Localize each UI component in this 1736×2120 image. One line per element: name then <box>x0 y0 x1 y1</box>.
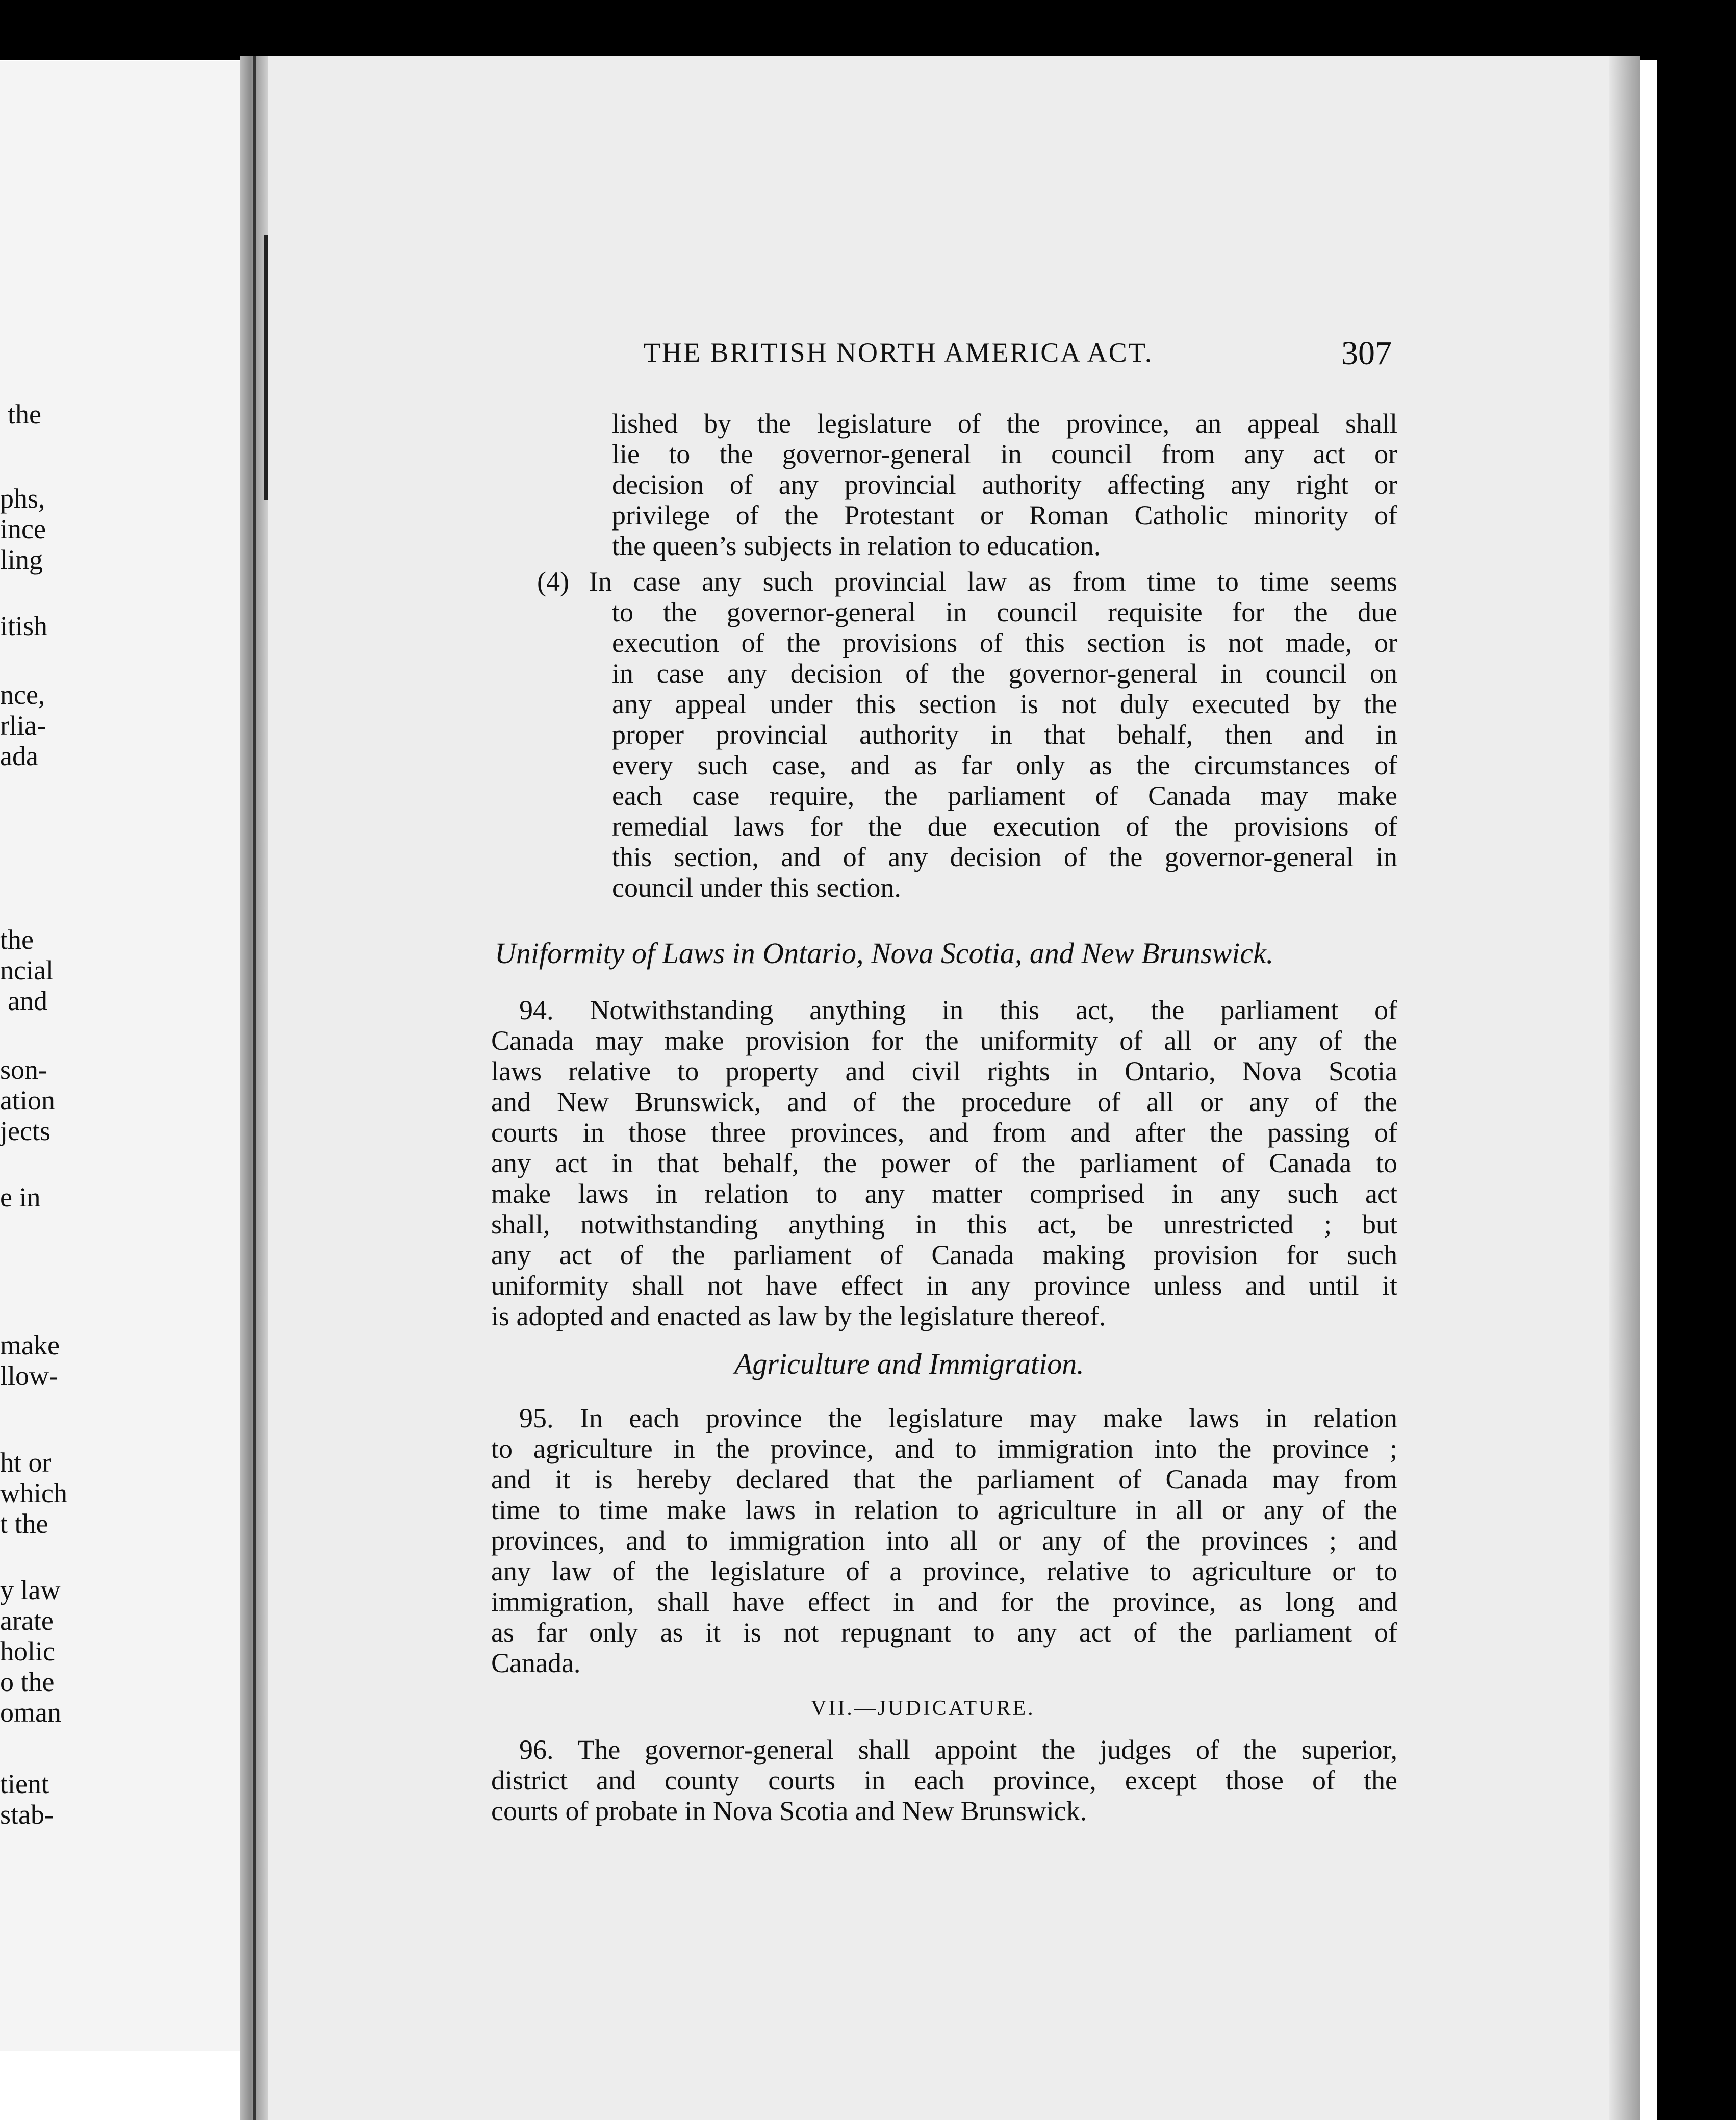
left-fragment: llow- <box>0 1360 58 1391</box>
left-fragment: holic <box>0 1636 55 1667</box>
text-line: provinces, and to immigration into all or any of the provinces ; and <box>491 1525 1397 1556</box>
left-fragment: itish <box>0 611 48 641</box>
left-fragment: which <box>0 1478 67 1508</box>
top-tick-left <box>204 0 210 20</box>
left-fragment: ince <box>0 514 46 544</box>
section-96 <box>491 1734 1397 1831</box>
section-95 <box>491 1403 1397 1683</box>
text-line: shall, notwithstanding anything in this act, be unrestricted ; but <box>491 1209 1397 1240</box>
left-fragment: ncial <box>0 955 54 986</box>
left-fragment: ation <box>0 1085 55 1116</box>
text-line: any act in that behalf, the power of the parliament of Canada to <box>491 1148 1397 1178</box>
left-fragment: rlia- <box>0 710 46 741</box>
left-fragment: stab- <box>0 1799 54 1830</box>
text-line: this section, and of any decision of the governor-general in <box>612 842 1397 872</box>
top-scan-border <box>0 0 1736 60</box>
subsection-4 <box>589 566 1397 903</box>
text-line: is adopted and enacted as law by the legislature thereof. <box>491 1301 1106 1331</box>
running-head: THE BRITISH NORTH AMERICA ACT. <box>644 337 1154 368</box>
page-number: 307 <box>1341 335 1392 372</box>
text-line: 95. In each province the legislature may make laws in relation <box>519 1403 1397 1433</box>
left-fragment: oman <box>0 1697 61 1728</box>
text-line: make laws in relation to any matter comprised in any such act <box>491 1178 1397 1209</box>
left-fragment: y law <box>0 1575 61 1605</box>
page-edge-shadow <box>1609 56 1640 2120</box>
left-fragment: ling <box>0 544 43 575</box>
left-fragment: t the <box>0 1508 48 1539</box>
left-facing-page <box>0 61 240 2051</box>
text-line: Canada. <box>491 1648 581 1678</box>
text-line: council under this section. <box>612 872 901 903</box>
text-line: any appeal under this section is not duly executed by the <box>612 689 1397 719</box>
text-line: any act of the parliament of Canada making provision for such <box>491 1240 1397 1270</box>
text-line: lie to the governor-general in council from any act or <box>612 439 1397 469</box>
left-fragment: make <box>0 1330 60 1360</box>
top-tick-mid <box>232 0 237 20</box>
heading-judicature: VII.—JUDICATURE. <box>811 1697 1035 1720</box>
text-line: and it is hereby declared that the parliament of Canada may from <box>491 1464 1397 1495</box>
left-fragment: jects <box>0 1116 50 1146</box>
text-line: In case any such provincial law as from time to time seems <box>589 566 1397 597</box>
text-line: privilege of the Protestant or Roman Catholic minority of <box>612 500 1397 531</box>
left-fragment: tient <box>0 1769 49 1799</box>
text-line: district and county courts in each province, except those of the <box>491 1765 1397 1796</box>
left-fragment: e in <box>0 1182 41 1213</box>
text-line: proper provincial authority in that behalf, then and in <box>612 719 1397 750</box>
subsection-4-number: (4) <box>537 566 569 597</box>
text-line: remedial laws for the due execution of the provisions of <box>612 811 1397 842</box>
text-line: laws relative to property and civil rights in Ontario, Nova Scotia <box>491 1056 1397 1087</box>
text-line: immigration, shall have effect in and for the province, as long and <box>491 1586 1397 1617</box>
text-line: Canada may make provision for the uniformity of all or any of the <box>491 1025 1397 1056</box>
book-page-307 <box>268 56 1640 2120</box>
text-line: in case any decision of the governor-general in council on <box>612 658 1397 689</box>
heading-uniformity-of-laws: Uniformity of Laws in Ontario, Nova Scotia, and New Brunswick. <box>495 937 1274 970</box>
text-line: as far only as it is not repugnant to any act of the parliament of <box>491 1617 1397 1648</box>
text-line: to the governor-general in council requisite for the due <box>612 597 1397 627</box>
gutter-line <box>253 56 256 2120</box>
text-line: the queen’s subjects in relation to education. <box>612 531 1101 561</box>
left-fragment: and <box>8 986 47 1016</box>
text-line: and New Brunswick, and of the procedure of all or any of the <box>491 1087 1397 1117</box>
text-line: time to time make laws in relation to agriculture in all or any of the <box>491 1495 1397 1525</box>
left-fragment: phs, <box>0 483 45 514</box>
text-line: execution of the provisions of this section is not made, or <box>612 627 1397 658</box>
text-line: uniformity shall not have effect in any province unless and until it <box>491 1270 1397 1301</box>
text-line: courts of probate in Nova Scotia and New Brunswick. <box>491 1796 1087 1826</box>
text-line: decision of any provincial authority affecting any right or <box>612 469 1397 500</box>
text-line: each case require, the parliament of Canada may make <box>612 780 1397 811</box>
heading-agriculture-and-immigration: Agriculture and Immigration. <box>734 1347 1084 1380</box>
left-fragment: the <box>0 924 34 955</box>
left-fragment: son- <box>0 1054 47 1085</box>
right-scan-border <box>1657 0 1736 2120</box>
section-93-continuation <box>612 408 1397 566</box>
section-94 <box>491 995 1397 1336</box>
left-fragment: arate <box>0 1605 54 1636</box>
text-line: 96. The governor-general shall appoint the judges of the superior, <box>519 1734 1397 1765</box>
text-line: 94. Notwithstanding anything in this act, the parliament of <box>519 995 1397 1025</box>
left-fragment: the <box>8 399 41 430</box>
left-fragment: nce, <box>0 679 45 710</box>
text-line: lished by the legislature of the province, an appeal shall <box>612 408 1397 439</box>
text-line: to agriculture in the province, and to immigration into the province ; <box>491 1433 1397 1464</box>
text-line: every such case, and as far only as the circumstances of <box>612 750 1397 780</box>
left-fragment: ht or <box>0 1447 52 1478</box>
text-line: any law of the legislature of a province, relative to agriculture or to <box>491 1556 1397 1586</box>
left-fragment: ada <box>0 741 38 771</box>
left-fragment: o the <box>0 1667 55 1697</box>
text-line: courts in those three provinces, and from and after the passing of <box>491 1117 1397 1148</box>
